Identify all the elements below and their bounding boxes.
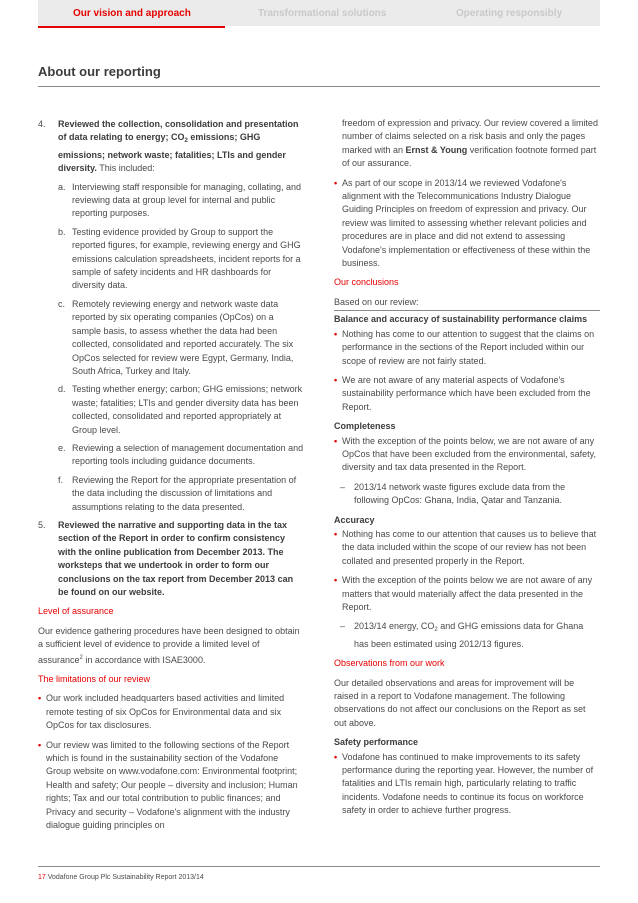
based-on-review: Based on our review: <box>334 296 600 311</box>
level-of-assurance-heading: Level of assurance <box>38 606 114 617</box>
bullet-icon: • <box>334 575 338 586</box>
bullet-icon: • <box>334 177 338 188</box>
level-of-assurance-text: Our evidence gathering procedures have been designed to obtain a sufficient level of evidence to provide a limited level of assurance$^2$ in accordance with ISAE3000. <box>38 625 300 665</box>
item4-bold-b: emissions; GHG emissions; network waste; fatalities; LTIs and gender diversity. <box>58 132 286 174</box>
item4-rest: This included: <box>96 163 155 174</box>
bullet-item: • With the exception of the points below we are not aware of any matters that would materially affect the data presented in the Report. <box>334 575 593 612</box>
sub-item-d: Testing whether energy; carbon; GHG emissions; network waste; fatalities; LTIs and gender diversity data has been collected, consolidated and reported appropriately at Group level. <box>72 384 303 435</box>
title-divider <box>38 86 600 87</box>
page-number: 17 <box>38 874 46 881</box>
sub-item-f: Reviewing the Report for the appropriate presentation of the data including the discussion of limitations and assumptions relating to the data presented. <box>72 474 297 512</box>
completeness-heading: Completeness <box>334 421 396 432</box>
bullet-icon: • <box>334 435 338 446</box>
tab-transformational-solutions[interactable]: Transformational solutions <box>258 8 387 19</box>
conclusions-heading: Our conclusions <box>334 277 399 288</box>
sub-letter: b. <box>58 226 66 237</box>
page-footer <box>38 874 204 881</box>
page-title: About our reporting <box>38 64 161 79</box>
limitations-heading: The limitations of our review <box>38 674 151 685</box>
sub-letter: f. <box>58 474 64 485</box>
sub-item-c: Remotely reviewing energy and network waste data reported by six operating companies (OpCos) on a sample basis, to assess whether the data had been collected, consolidated and reported accurately. The six OpCos selected for review were Egypt, Germany, India, South Africa, Turkey and Italy. <box>72 298 294 376</box>
top-navigation <box>38 0 600 26</box>
dash-icon: – <box>340 621 346 632</box>
left-column <box>38 118 304 839</box>
dash-icon: – <box>340 481 346 492</box>
safety-heading: Safety performance <box>334 737 419 748</box>
item5-bold: Reviewed the narrative and supporting data in the tax section of the Report in order to confirm consistency with the online publication from December 2013. The worksteps that we undertook in order to form our conclusions on the tax report from December 2013 can be found on our website. <box>58 519 294 597</box>
list-number: 5. <box>38 519 46 530</box>
accuracy-heading: Accuracy <box>334 514 375 525</box>
item4-bold-a: Reviewed the collection, consolidation and presentation of data relating to energy; CO <box>58 119 299 143</box>
bullet-item: • As part of our scope in 2013/14 we reviewed Vodafone's alignment with the Telecommunications Industry Dialogue Guiding Principles on freedom of expression and privacy. Our review was limited to assessing whether relevant policies and procedures are in place and did not extend to assessing Vodafone's implementation or effectiveness of these within the business. <box>334 177 591 269</box>
tab-our-vision[interactable]: Our vision and approach <box>73 8 191 19</box>
sub-letter: d. <box>58 384 66 395</box>
active-tab-indicator <box>38 26 225 28</box>
sub-letter: e. <box>58 442 66 453</box>
bullet-item: • Nothing has come to our attention to suggest that the claims on performance in the sections of the Report included within our scope of review are not fairly stated. <box>334 328 595 366</box>
right-column <box>334 117 600 824</box>
bullet-item: • Our work included headquarters based activities and limited remote testing of six OpCos for Environmental data and six OpCos for tax disclosures. <box>38 693 285 731</box>
tab-operating-responsibly[interactable]: Operating responsibly <box>456 8 563 19</box>
balance-heading: Balance and accuracy of sustainability performance claims <box>334 314 588 325</box>
bullet-item: • Our review was limited to the following sections of the Report which is found in the sustainability section of the Vodafone Group website on www.vodafone.com: Environmental footprint; Health and safety; Our people – diversity and inclusion; Human rights; Tax and our total contribution to public finances; and Privacy and security – Vodafone's alignment with the industry dialogue guiding principles on <box>38 739 298 831</box>
dash-item: – 2013/14 network waste figures exclude data from the following OpCos: Ghana, India, Qatar and Tanzania. <box>340 481 566 506</box>
sub-item-b: Testing evidence provided by Group to support the reported figures, for example, reviewing energy and GHG emissions calculation spreadsheets, incident reports for a sample of safety incidents and HR dashboards for diversity data. <box>72 226 301 291</box>
sub-item-a: Interviewing staff responsible for managing, collating, and reviewing data at group level for internal and public reporting purposes. <box>72 181 301 219</box>
bullet-icon: • <box>334 374 338 385</box>
bullet-item: • Nothing has come to our attention that causes us to believe that the data included within the scope of our review has not been collated and presented properly in the Report. <box>334 528 597 566</box>
continued-paragraph: freedom of expression and privacy. Our review covered a limited number of claims selected on a risk basis and only the pages marked with an Ernst & Young verification footnote formed part of our assurance. <box>342 118 598 169</box>
item4-subscript: 2 <box>184 138 188 145</box>
sub-item-e: Reviewing a selection of management documentation and reporting tools including guidance documents. <box>72 442 304 467</box>
bullet-item: • We are not aware of any material aspects of Vodafone's sustainability performance which have been excluded from the Report. <box>334 374 591 412</box>
observations-text: Our detailed observations and areas for improvement will be raised in a report to Vodafone management. The following observations do not affect our conclusions on the Report as set out above. <box>334 677 586 728</box>
bullet-icon: • <box>334 328 338 339</box>
footnote-marker: 2 <box>79 654 83 661</box>
bullet-icon: • <box>334 528 338 539</box>
sub-letter: a. <box>58 181 66 192</box>
list-number: 4. <box>38 119 46 129</box>
observations-heading: Observations from our work <box>334 658 445 669</box>
footer-divider <box>38 866 600 867</box>
bullet-icon: • <box>38 693 42 704</box>
bullet-icon: • <box>334 751 338 762</box>
footer-text: Vodafone Group Plc Sustainability Report 2013/14 <box>45 874 204 881</box>
sub-letter: c. <box>58 298 66 309</box>
bullet-icon: • <box>38 739 42 750</box>
dash-item: – 2013/14 energy, $CO_2$ and GHG emissions data for Ghana has been estimated using 2012/13 figures. <box>340 621 584 649</box>
bullet-item: • Vodafone has continued to make improvements to its safety performance during the reporting year. However, the number of fatalities and LTIs remain high, particularly relating to traffic incidents. Vodafone needs to continue its focus on workforce safety in order to achieve further progress. <box>334 751 594 816</box>
list-item-5 <box>38 519 304 599</box>
bullet-item: • With the exception of the points below, we are not aware of any OpCos that have been excluded from the environmental, safety, diversity and tax data presented in the Report. <box>334 435 596 473</box>
list-item-4 <box>38 118 304 176</box>
